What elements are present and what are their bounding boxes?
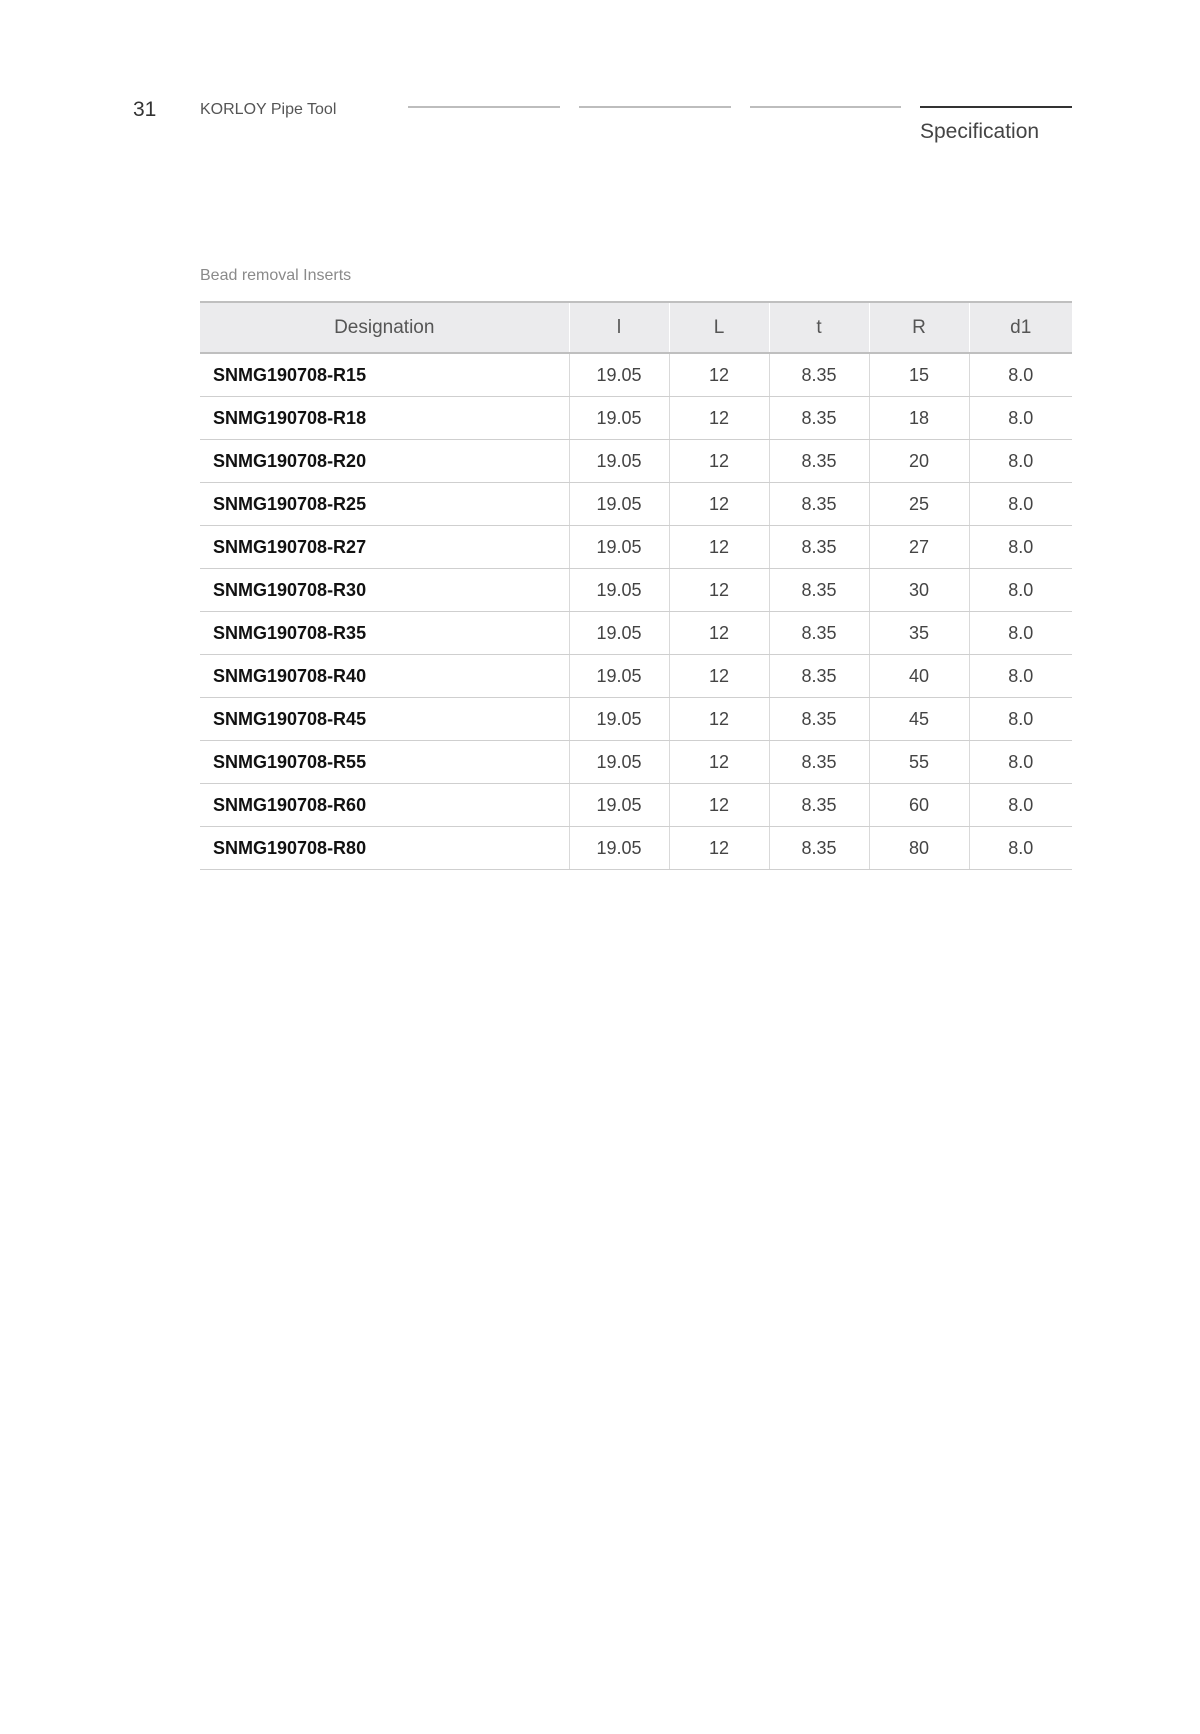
cell-L: 12 — [669, 655, 769, 698]
cell-d1: 8.0 — [969, 397, 1072, 440]
cell-l: 19.05 — [569, 526, 669, 569]
cell-L: 12 — [669, 612, 769, 655]
cell-l: 19.05 — [569, 397, 669, 440]
table-row — [200, 827, 1072, 870]
cell-designation: SNMG190708-R55 — [200, 741, 569, 784]
table-row — [200, 655, 1072, 698]
column-header-R: R — [869, 302, 969, 353]
cell-designation: SNMG190708-R25 — [200, 483, 569, 526]
cell-R: 20 — [869, 440, 969, 483]
spec-table — [200, 301, 1072, 870]
cell-t: 8.35 — [769, 483, 869, 526]
header-rule-active — [920, 106, 1072, 108]
cell-designation: SNMG190708-R60 — [200, 784, 569, 827]
cell-R: 27 — [869, 526, 969, 569]
table-row — [200, 526, 1072, 569]
column-header-L: L — [669, 302, 769, 353]
cell-R: 35 — [869, 612, 969, 655]
cell-designation: SNMG190708-R18 — [200, 397, 569, 440]
cell-L: 12 — [669, 526, 769, 569]
table-header — [200, 302, 1072, 353]
cell-R: 60 — [869, 784, 969, 827]
column-header-designation: Designation — [200, 302, 569, 353]
cell-R: 55 — [869, 741, 969, 784]
cell-R: 15 — [869, 353, 969, 397]
cell-R: 80 — [869, 827, 969, 870]
cell-d1: 8.0 — [969, 483, 1072, 526]
cell-R: 18 — [869, 397, 969, 440]
cell-L: 12 — [669, 353, 769, 397]
cell-l: 19.05 — [569, 612, 669, 655]
table-row — [200, 784, 1072, 827]
cell-l: 19.05 — [569, 440, 669, 483]
cell-d1: 8.0 — [969, 569, 1072, 612]
cell-d1: 8.0 — [969, 784, 1072, 827]
cell-l: 19.05 — [569, 569, 669, 612]
cell-L: 12 — [669, 483, 769, 526]
table-row — [200, 741, 1072, 784]
cell-d1: 8.0 — [969, 698, 1072, 741]
table-row — [200, 483, 1072, 526]
table-row — [200, 353, 1072, 397]
cell-d1: 8.0 — [969, 353, 1072, 397]
cell-t: 8.35 — [769, 784, 869, 827]
header-rule-3 — [750, 106, 901, 108]
header-rule-2 — [579, 106, 731, 108]
cell-l: 19.05 — [569, 655, 669, 698]
cell-designation: SNMG190708-R20 — [200, 440, 569, 483]
page-number: 31 — [133, 98, 157, 121]
cell-t: 8.35 — [769, 698, 869, 741]
table-row — [200, 612, 1072, 655]
cell-L: 12 — [669, 698, 769, 741]
column-header-d1: d1 — [969, 302, 1072, 353]
cell-R: 40 — [869, 655, 969, 698]
cell-designation: SNMG190708-R30 — [200, 569, 569, 612]
cell-d1: 8.0 — [969, 741, 1072, 784]
table-row — [200, 440, 1072, 483]
cell-d1: 8.0 — [969, 440, 1072, 483]
cell-designation: SNMG190708-R35 — [200, 612, 569, 655]
cell-t: 8.35 — [769, 353, 869, 397]
cell-l: 19.05 — [569, 784, 669, 827]
cell-l: 19.05 — [569, 741, 669, 784]
table-row — [200, 698, 1072, 741]
cell-t: 8.35 — [769, 526, 869, 569]
cell-L: 12 — [669, 397, 769, 440]
column-header-t: t — [769, 302, 869, 353]
header-rule-1 — [408, 106, 560, 108]
table-body — [200, 353, 1072, 870]
cell-L: 12 — [669, 741, 769, 784]
cell-R: 30 — [869, 569, 969, 612]
cell-l: 19.05 — [569, 698, 669, 741]
cell-t: 8.35 — [769, 440, 869, 483]
cell-designation: SNMG190708-R45 — [200, 698, 569, 741]
cell-R: 45 — [869, 698, 969, 741]
column-header-l: l — [569, 302, 669, 353]
cell-d1: 8.0 — [969, 612, 1072, 655]
cell-L: 12 — [669, 827, 769, 870]
cell-d1: 8.0 — [969, 655, 1072, 698]
cell-t: 8.35 — [769, 397, 869, 440]
cell-designation: SNMG190708-R40 — [200, 655, 569, 698]
cell-d1: 8.0 — [969, 526, 1072, 569]
cell-t: 8.35 — [769, 612, 869, 655]
table-row — [200, 397, 1072, 440]
cell-designation: SNMG190708-R15 — [200, 353, 569, 397]
cell-l: 19.05 — [569, 483, 669, 526]
table-caption: Bead removal Inserts — [200, 267, 352, 284]
cell-t: 8.35 — [769, 827, 869, 870]
cell-t: 8.35 — [769, 741, 869, 784]
cell-designation: SNMG190708-R27 — [200, 526, 569, 569]
cell-t: 8.35 — [769, 655, 869, 698]
section-label: Specification — [920, 120, 1040, 143]
cell-L: 12 — [669, 440, 769, 483]
table-row — [200, 569, 1072, 612]
cell-designation: SNMG190708-R80 — [200, 827, 569, 870]
cell-L: 12 — [669, 784, 769, 827]
cell-L: 12 — [669, 569, 769, 612]
header-row — [200, 302, 1072, 353]
cell-R: 25 — [869, 483, 969, 526]
cell-t: 8.35 — [769, 569, 869, 612]
brand-title: KORLOY Pipe Tool — [200, 101, 337, 118]
cell-l: 19.05 — [569, 353, 669, 397]
cell-d1: 8.0 — [969, 827, 1072, 870]
cell-l: 19.05 — [569, 827, 669, 870]
